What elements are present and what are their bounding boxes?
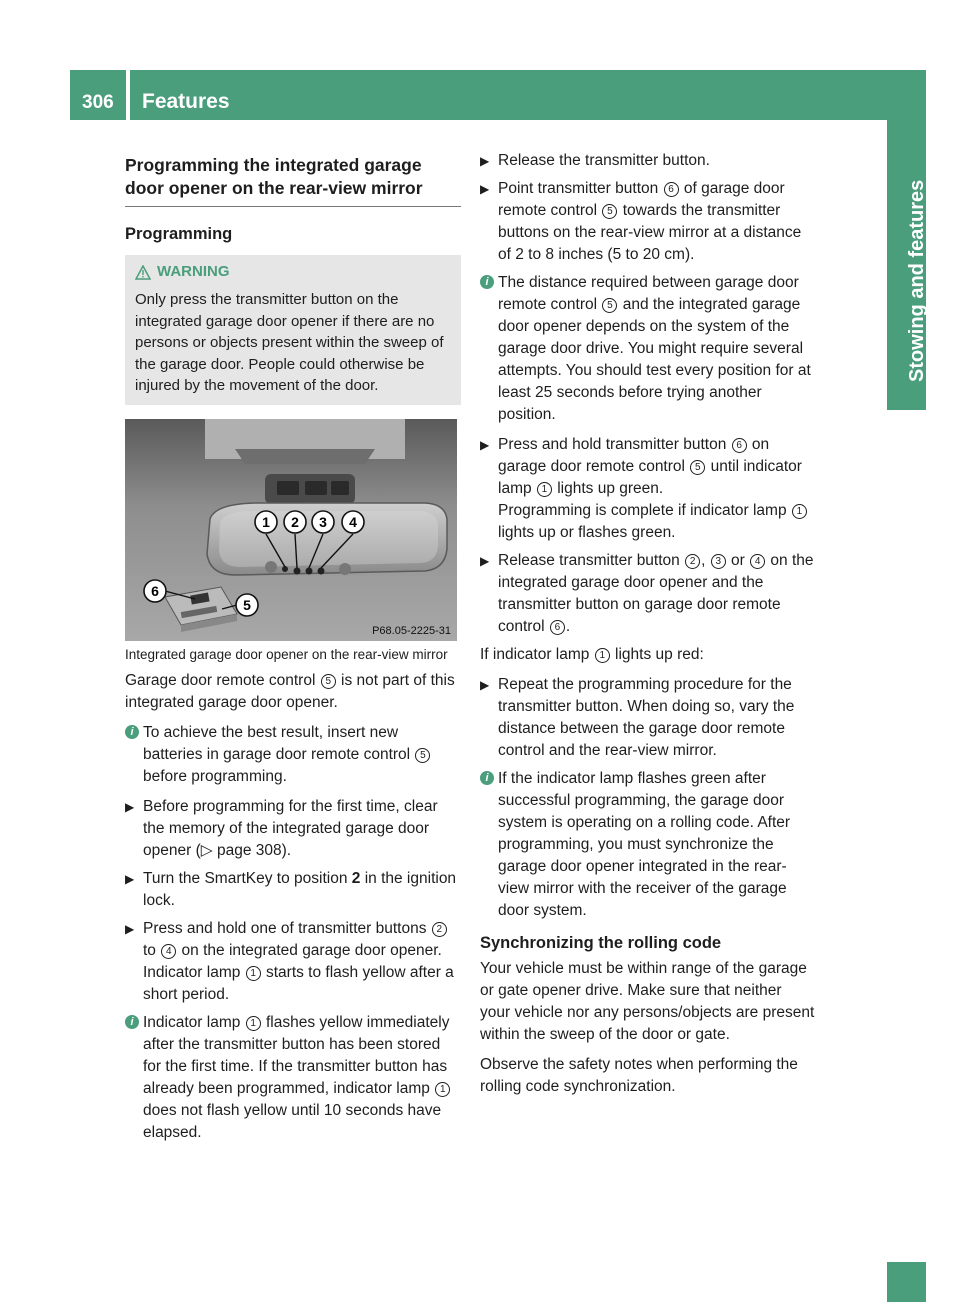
position-number: 2 <box>351 869 361 887</box>
figure-code: P68.05-2225-31 <box>372 624 451 637</box>
ref-number: 3 <box>711 554 726 569</box>
figure-caption: Integrated garage door opener on the rear-view mirror <box>125 646 448 662</box>
info-icon: i <box>125 1015 139 1029</box>
text: Indicator lamp <box>143 963 245 981</box>
warning-title: WARNING <box>157 263 230 280</box>
info-note-distance <box>480 272 816 426</box>
side-tab-label: Stowing and features <box>906 179 928 382</box>
step-release-button <box>480 150 816 172</box>
step-clear-memory <box>125 796 461 862</box>
ref-number: 4 <box>750 554 765 569</box>
text: is not part of this integrated garage door opener. <box>125 671 455 711</box>
header-divider <box>126 70 130 120</box>
step-release-transmitter <box>480 550 816 638</box>
text: Press and hold one of transmitter buttons <box>143 919 431 937</box>
warning-box <box>125 255 461 405</box>
ref-number: 5 <box>321 674 336 689</box>
subheading-synchronizing: Synchronizing the rolling code <box>480 934 722 952</box>
ref-number: 6 <box>664 182 679 197</box>
side-marker <box>887 1262 926 1302</box>
page-header <box>70 70 887 120</box>
paragraph-vehicle-range: Your vehicle must be within range of the garage or gate opener drive. Make sure that neither your vehicle nor any persons/objects are present within the sweep of the door or gate. <box>480 960 815 1043</box>
text: . <box>565 618 571 635</box>
figure-rear-view-mirror <box>125 419 457 641</box>
ref-number: 1 <box>792 504 807 519</box>
info-note-flash-yellow <box>125 1012 461 1144</box>
ref-number: 2 <box>685 554 700 569</box>
ref-number: 1 <box>595 648 610 663</box>
text: Before programming for the first time, clear the memory of the integrated garage door opener (▷ page 308). <box>143 797 438 859</box>
text: or <box>726 552 750 569</box>
paragraph-lights-red <box>480 644 816 666</box>
text: in the ignition lock. <box>143 869 457 909</box>
text: flashes yellow immediately after the transmitter button has been stored for the first time. If the transmitter button has already been programmed, indicator lamp <box>143 1013 450 1097</box>
info-icon: i <box>480 771 494 785</box>
text: Programming is complete if indicator lamp <box>498 502 791 519</box>
step-press-hold-remote <box>480 434 816 544</box>
subheading-programming: Programming <box>125 225 233 243</box>
callout-2: 2 <box>291 513 299 530</box>
info-note-rolling-code <box>480 768 816 922</box>
right-column <box>480 150 816 1106</box>
ref-number: 1 <box>537 482 552 497</box>
text: The distance required between garage door remote control <box>498 274 799 313</box>
info-icon: i <box>480 275 494 289</box>
text: , <box>701 552 710 569</box>
step-turn-smartkey <box>125 868 461 912</box>
left-column <box>125 150 461 1152</box>
ref-number: 5 <box>690 460 705 475</box>
text: on garage door remote control <box>498 436 770 475</box>
section-title: Programming the integrated garage door opener on the rear-view mirror <box>125 154 461 207</box>
text: before programming. <box>143 767 287 785</box>
paragraph-remote-not-part <box>125 670 461 714</box>
text: lights up green. <box>552 480 664 497</box>
warning-header <box>135 261 453 283</box>
callout-3: 3 <box>319 513 327 530</box>
text: Turn the SmartKey to position <box>143 869 352 887</box>
ref-number: 6 <box>550 620 565 635</box>
step-press-hold <box>125 918 461 1006</box>
text: until indicator lamp <box>498 458 802 497</box>
paragraph-safety-notes: Observe the safety notes when performing the rolling code synchronization. <box>480 1056 798 1095</box>
text: If indicator lamp <box>480 646 594 663</box>
ref-number: 5 <box>602 298 617 313</box>
text: Point transmitter button <box>498 180 663 197</box>
warning-triangle-icon <box>135 265 151 280</box>
callout-6: 6 <box>151 582 159 599</box>
ref-number: 1 <box>246 966 261 981</box>
ref-number: 6 <box>732 438 747 453</box>
text: does not flash yellow until 10 seconds have elapsed. <box>143 1101 442 1141</box>
text: on the integrated garage door opener and the transmitter button on garage door remote control <box>498 552 814 635</box>
text: Release transmitter button <box>498 552 685 569</box>
info-icon: i <box>125 725 139 739</box>
text: starts to flash yellow after a short period. <box>143 963 454 1003</box>
mirror-illustration <box>125 419 457 641</box>
chapter-title: Features <box>142 90 230 113</box>
step-point-transmitter <box>480 178 816 266</box>
text: on the integrated garage door opener. <box>177 941 442 959</box>
callout-4: 4 <box>349 513 357 530</box>
ref-number: 5 <box>602 204 617 219</box>
text: towards the transmitter buttons on the rear-view mirror at a distance of 2 to 8 inches (5 to 20 cm). <box>498 202 802 263</box>
warning-text: Only press the transmitter button on the integrated garage door opener if there are no persons or objects present within the sweep of the garage door. People could otherwise be injured by the movement of the door. <box>135 291 444 394</box>
text: Release the transmitter button. <box>498 152 710 169</box>
callout-5: 5 <box>243 596 251 613</box>
text: and the integrated garage door opener depends on the system of the garage door drive. You might require several attempts. You should test every position for at least 25 seconds before trying another position. <box>498 296 811 423</box>
text: of garage door remote control <box>498 180 785 219</box>
ref-number: 5 <box>415 748 430 763</box>
text: Indicator lamp <box>143 1013 245 1031</box>
text: Press and hold transmitter button <box>498 436 731 453</box>
text: to <box>143 941 161 959</box>
side-tab <box>887 70 926 410</box>
text: Repeat the programming procedure for the transmitter button. When doing so, vary the distance between the garage door remote control and the rear-view mirror. <box>498 676 795 759</box>
text: lights up red: <box>610 646 704 663</box>
ref-number: 1 <box>435 1082 450 1097</box>
text: Garage door remote control <box>125 671 320 689</box>
ref-number: 2 <box>432 922 447 937</box>
info-note-batteries <box>125 722 461 788</box>
text: To achieve the best result, insert new batteries in garage door remote control <box>143 723 415 763</box>
ref-number: 4 <box>161 944 176 959</box>
text: lights up or flashes green. <box>498 524 676 541</box>
step-repeat-procedure <box>480 674 816 762</box>
text: If the indicator lamp flashes green after successful programming, the garage door system is operating on a rolling code. After programming, you must synchronize the garage door opener integrated in the rear-view mirror with the receiver of the garage door system. <box>498 770 791 919</box>
page-number: 306 <box>82 92 114 113</box>
ref-number: 1 <box>246 1016 261 1031</box>
callout-1: 1 <box>262 513 270 530</box>
